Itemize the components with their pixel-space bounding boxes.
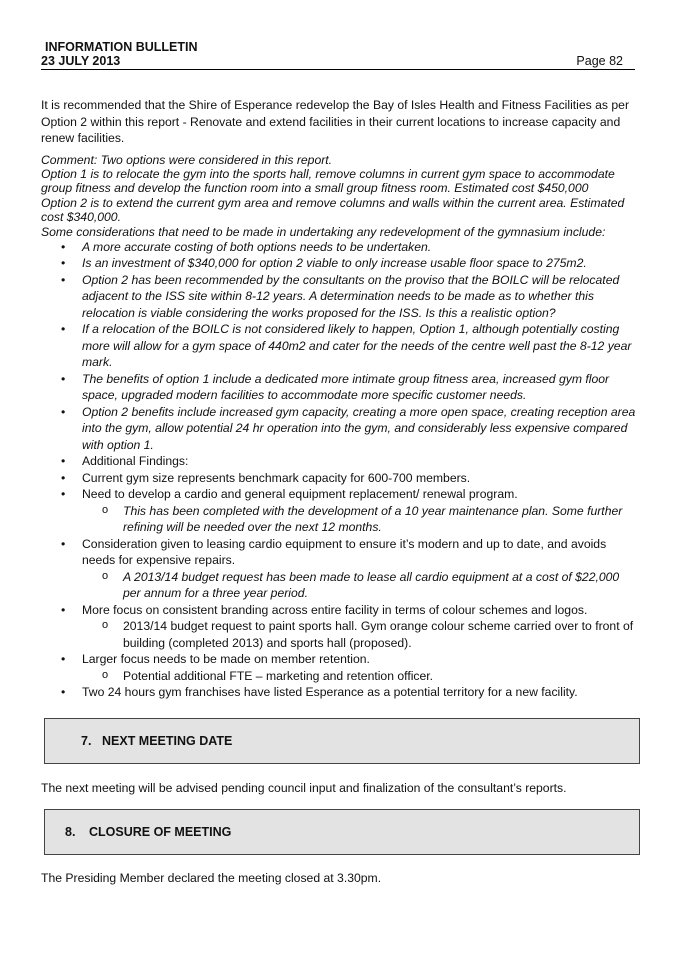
section-number: 7.: [81, 734, 92, 748]
bullet-item: [41, 453, 639, 470]
section-7-text: The next meeting will be advised pending council input and finalization of the consultant’s reports.: [41, 781, 567, 795]
bullet-text: Option 2 has been recommended by the consultants on the proviso that the BOILC will be relocated adjacent to the ISS site within 8-12 years. A determination needs to be made as to whether this relocation is viable considering the works proposed for the ISS. Is this a realistic option?: [82, 272, 620, 320]
sub-list: [82, 668, 639, 685]
section-8-box: [44, 809, 640, 855]
bullet-text: Current gym size represents benchmark capacity for 600-700 members.: [82, 470, 471, 485]
bullet-item: [41, 255, 639, 272]
section-8-text: The Presiding Member declared the meeting closed at 3.30pm.: [41, 871, 382, 885]
sub-list: [82, 503, 639, 536]
bullet-text: Need to develop a cardio and general equipment replacement/ renewal program.: [82, 487, 518, 502]
bullet-item: [41, 272, 639, 322]
section-7-box: [44, 718, 640, 764]
sub-list: [82, 569, 639, 602]
section-number: 8.: [65, 825, 76, 839]
bullet-item: [41, 651, 639, 684]
page-header: [41, 40, 635, 70]
bullet-text: A more accurate costing of both options needs to be undertaken.: [82, 239, 432, 254]
bullet-item: [41, 371, 639, 404]
page-number: Page 82: [576, 54, 623, 68]
bulletin-date-row: [41, 54, 635, 68]
sub-item: o 2013/14 budget request to paint sports hall. Gym orange colour scheme carried over to front of building (completed 2013) and sports hall (proposed).: [82, 618, 639, 651]
comment-line: Comment: Two options were considered in this report.: [41, 152, 333, 167]
comment-line: Option 2 is to extend the current gym area and remove columns and walls within the current area. Estimated cost $340,000.: [41, 195, 625, 225]
bullet-text: Larger focus needs to be made on member retention.: [82, 652, 370, 667]
sub-list: [82, 618, 639, 651]
sub-item: o This has been completed with the development of a 10 year maintenance plan. Some further refining will be needed over the next 12 months.: [82, 503, 639, 536]
bullet-item: [41, 321, 639, 371]
bullet-item: [41, 404, 639, 454]
bulletin-date: 23 JULY 2013: [41, 54, 121, 68]
bullet-text: The benefits of option 1 include a dedicated more intimate group fitness area, increased gym floor space, upgraded modern facilities to accommodate more specific customer needs.: [82, 371, 610, 403]
bullet-item: [41, 602, 639, 652]
header-divider: [41, 69, 635, 70]
bullet-item: [41, 486, 639, 536]
bullet-text: Two 24 hours gym franchises have listed Esperance as a potential territory for a new facility.: [82, 685, 578, 700]
sub-item: o Potential additional FTE – marketing and retention officer.: [82, 668, 639, 685]
section-title: CLOSURE OF MEETING: [89, 825, 232, 839]
section-title: NEXT MEETING DATE: [102, 734, 233, 748]
sub-item: o A 2013/14 budget request has been made to lease all cardio equipment at a cost of $22,000 per annum for a three year period.: [82, 569, 639, 602]
bulletin-title: INFORMATION BULLETIN: [45, 40, 198, 54]
bullet-item: [41, 684, 639, 701]
bullet-text: If a relocation of the BOILC is not considered likely to happen, Option 1, although potentially costing more will allow for a gym space of 440m2 and cater for the needs of the centre well past the 8-12 year mark.: [82, 322, 632, 370]
bullet-text: Option 2 benefits include increased gym capacity, creating a more open space, creating reception area into the gym, allow potential 24 hr operation into the gym, and considerably less expensive compared with option 1.: [82, 404, 636, 452]
bullet-text: Additional Findings:: [82, 454, 189, 469]
comment-line: Option 1 is to relocate the gym into the sports hall, remove columns in current gym space to accommodate group fitness and develop the function room into a small group fitness room. Estimated cost $450,000: [41, 166, 615, 196]
bullet-text: Consideration given to leasing cardio equipment to ensure it’s modern and up to date, and avoids needs for expensive repairs.: [82, 536, 607, 568]
document-body: [41, 97, 639, 701]
bullet-item: [41, 470, 639, 487]
comment-line: Some considerations that need to be made in undertaking any redevelopment of the gymnasium include:: [41, 224, 606, 239]
bullet-item: [41, 536, 639, 602]
recommendation-paragraph: It is recommended that the Shire of Esperance redevelop the Bay of Isles Health and Fitness Facilities as per Option 2 within this report - Renovate and extend facilities in their current locations to increase capacity and renew facilities.: [41, 98, 630, 145]
considerations-list: [41, 239, 639, 701]
comment-block: [41, 153, 639, 239]
bullet-text: Is an investment of $340,000 for option 2 viable to only increase usable floor space to 275m2.: [82, 256, 587, 271]
bullet-text: More focus on consistent branding across entire facility in terms of colour schemes and logos.: [82, 602, 588, 617]
bullet-item: [41, 239, 639, 256]
